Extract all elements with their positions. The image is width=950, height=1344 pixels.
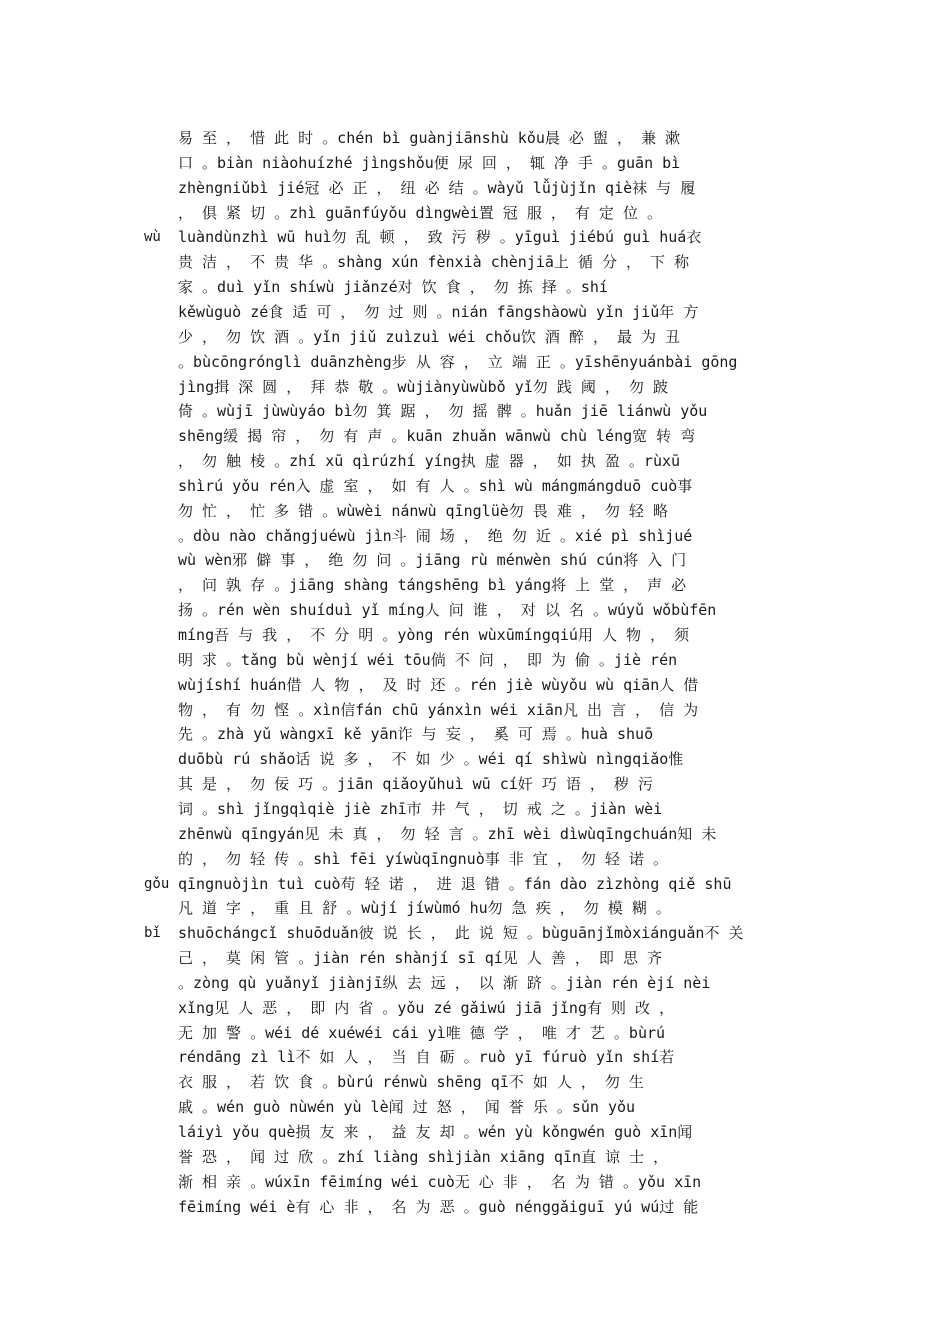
text-line: wù wèn邪 僻 事 ， 绝 勿 问 。jiāng rù ménwèn shú cún将 入 门: [178, 551, 687, 570]
text-line: 无 加 警 。wéi dé xuéwéi cái yì唯 德 学 ， 唯 才 艺 。bùrú: [178, 1023, 666, 1042]
text-line: zhēnwù qīngyán见 未 真 ， 勿 轻 言 。zhī wèi dìwùqīngchuán知 未: [178, 824, 717, 843]
text-line: 。zòng qù yuǎnyǐ jiànjī纵 去 远 ， 以 渐 跻 。jiàn rén èjí nèi: [178, 973, 711, 992]
text-line: ， 俱 紧 切 。zhì guānfúyǒu dìngwèi置 冠 服 ， 有 定 位 。: [178, 203, 662, 222]
text-line: 衣 服 ， 若 饮 食 。bùrú rénwù shēng qī不 如 人 ， 勿 生: [178, 1073, 644, 1092]
margin-pinyin: bǐ: [144, 925, 161, 942]
margin-pinyin: wù: [144, 229, 161, 246]
text-line: 其 是 ， 勿 佞 巧 。jiān qiǎoyǔhuì wū cí奸 巧 语 ， 秽 污: [178, 775, 653, 794]
text-line: jìng揖 深 圆 ， 拜 恭 敬 。wùjiànyùwùbǒ yǐ勿 践 阈 ， 勿 跛: [178, 377, 668, 396]
text-line: 的 ， 勿 轻 传 。shì fēi yíwùqīngnuò事 非 宜 ， 勿 轻 诺 。: [178, 849, 668, 868]
text-line: fēimíng wéi è有 心 非 ， 名 为 恶 。guò nénggǎiguī yú wú过 能: [178, 1197, 699, 1216]
text-line: shuōchángcǐ shuōduǎn彼 说 长 ， 此 说 短 。bùguānjǐmòxiánguǎn不 关: [178, 924, 744, 943]
text-line: 誉 恐 ， 闻 过 欣 。zhí liàng shìjiàn xiāng qīn直 谅 士 ，: [178, 1147, 669, 1166]
text-line: 凡 道 字 ， 重 且 舒 。wùjí jíwùmó hu勿 急 疾 ， 勿 模 糊 。: [178, 899, 671, 918]
text-line: 词 。shì jǐngqìqiè jiè zhī市 井 气 ， 切 戒 之 。jiàn wèi: [178, 799, 663, 818]
text-line: 渐 相 亲 。wúxīn fēimíng wéi cuò无 心 非 ， 名 为 错 。yǒu xīn: [178, 1172, 702, 1191]
text-line: 易 至 ， 惜 此 时 。chén bì guànjiānshù kǒu晨 必 盥 ， 兼 漱: [178, 129, 681, 147]
text-line: 。dòu nào chǎngjuéwù jìn斗 闹 场 ， 绝 勿 近 。xié pì shìjué: [178, 526, 693, 545]
text-line: shēng缓 揭 帘 ， 勿 有 声 。kuān zhuǎn wānwù chù léng宽 转 弯: [178, 427, 696, 446]
text-line: 勿 忙 ， 忙 多 错 。wùwèi nánwù qīnglüè勿 畏 难 ， 勿 轻 略: [178, 501, 668, 520]
text-line: láiyì yǒu què损 友 来 ， 益 友 却 。wén yù kǒngwén guò xīn闻: [178, 1123, 693, 1141]
text-line: duōbù rú shǎo话 说 多 ， 不 如 少 。wéi qí shìwù nìngqiǎo惟: [178, 750, 684, 769]
text-line: 少 ， 勿 饮 酒 。yǐn jiǔ zuìzuì wéi chǒu饮 酒 醉 ， 最 为 丑: [178, 327, 681, 346]
text-line: 贵 洁 ， 不 贵 华 。shàng xún fènxià chènjiā上 循 分 ， 下 称: [178, 253, 690, 272]
text-line: luàndùnzhì wū huì勿 乱 顿 ， 致 污 秽 。yīguì jiébú guì huá衣: [178, 228, 702, 247]
text-line: 己 ， 莫 闲 管 。jiàn rén shànjí sī qí见 人 善 ， 即 思 齐: [178, 949, 662, 968]
text-line: 。bùcōngrónglì duānzhèng步 从 容 ， 立 端 正 。yīshēnyuánbài gōng: [178, 352, 738, 371]
text-line: 戚 。wén guò nùwén yù lè闻 过 怒 ， 闻 誉 乐 。sǔn yǒu: [178, 1098, 636, 1117]
text-line: 扬 。rén wèn shuíduì yǐ míng人 问 谁 ， 对 以 名 。wúyǔ wǒbùfēn: [178, 601, 717, 620]
text-line: 家 。duì yǐn shíwù jiǎnzé对 饮 食 ， 勿 拣 择 。shí: [178, 278, 608, 297]
text-line: wùjíshí huán借 人 物 ， 及 时 还 。rén jiè wùyǒu wù qiān人 借: [178, 675, 699, 694]
text-line: 物 ， 有 勿 悭 。xìn信fán chū yánxìn wéi xiān凡 出 言 ， 信 为: [178, 700, 699, 719]
text-line: 倚 。wùjī jùwùyáo bì勿 箕 踞 ， 勿 摇 髀 。huǎn jiē liánwù yǒu: [178, 402, 708, 421]
text-line: zhèngniǔbì jié冠 必 正 ， 纽 必 结 。wàyǔ lǚjùjǐn qiè袜 与 履: [178, 178, 696, 197]
text-line: míng吾 与 我 ， 不 分 明 。yòng rén wùxūmíngqiú用 人 物 ， 须: [178, 626, 690, 644]
text-line: 口 。biàn niàohuízhé jìngshǒu便 尿 回 ， 辄 净 手 。guān bì: [178, 153, 681, 172]
text-line: qīngnuòjìn tuì cuò苟 轻 诺 ， 进 退 错 。fán dào zìzhòng qiě shū: [178, 874, 732, 893]
text-line: ， 勿 触 棱 。zhí xū qìrúzhí yíng执 虚 器 ， 如 执 盈 。rùxū: [178, 452, 681, 471]
text-line: ， 问 孰 存 。jiāng shàng tángshēng bì yáng将 上 堂 ， 声 必: [178, 576, 687, 595]
text-line: 明 求 。tǎng bù wènjí wéi tōu倘 不 问 ， 即 为 偷 。jiè rén: [178, 650, 678, 669]
margin-pinyin: gǒu: [144, 875, 170, 892]
text-line: réndāng zì lì不 如 人 ， 当 自 砺 。ruò yī fúruò yǐn shí若: [178, 1048, 675, 1067]
text-line: kěwùguò zé食 适 可 ， 勿 过 则 。nián fāngshàowù yǐn jiǔ年 方: [178, 302, 699, 321]
text-line: xǐng见 人 恶 ， 即 内 省 。yǒu zé gǎiwú jiā jǐng有 则 改 ，: [178, 998, 675, 1017]
text-line: shìrú yǒu rén入 虚 室 ， 如 有 人 。shì wù mángmángduō cuò事: [178, 476, 693, 495]
text-line: 先 。zhà yǔ wàngxī kě yān诈 与 妄 ， 奚 可 焉 。huà shuō: [178, 725, 654, 744]
